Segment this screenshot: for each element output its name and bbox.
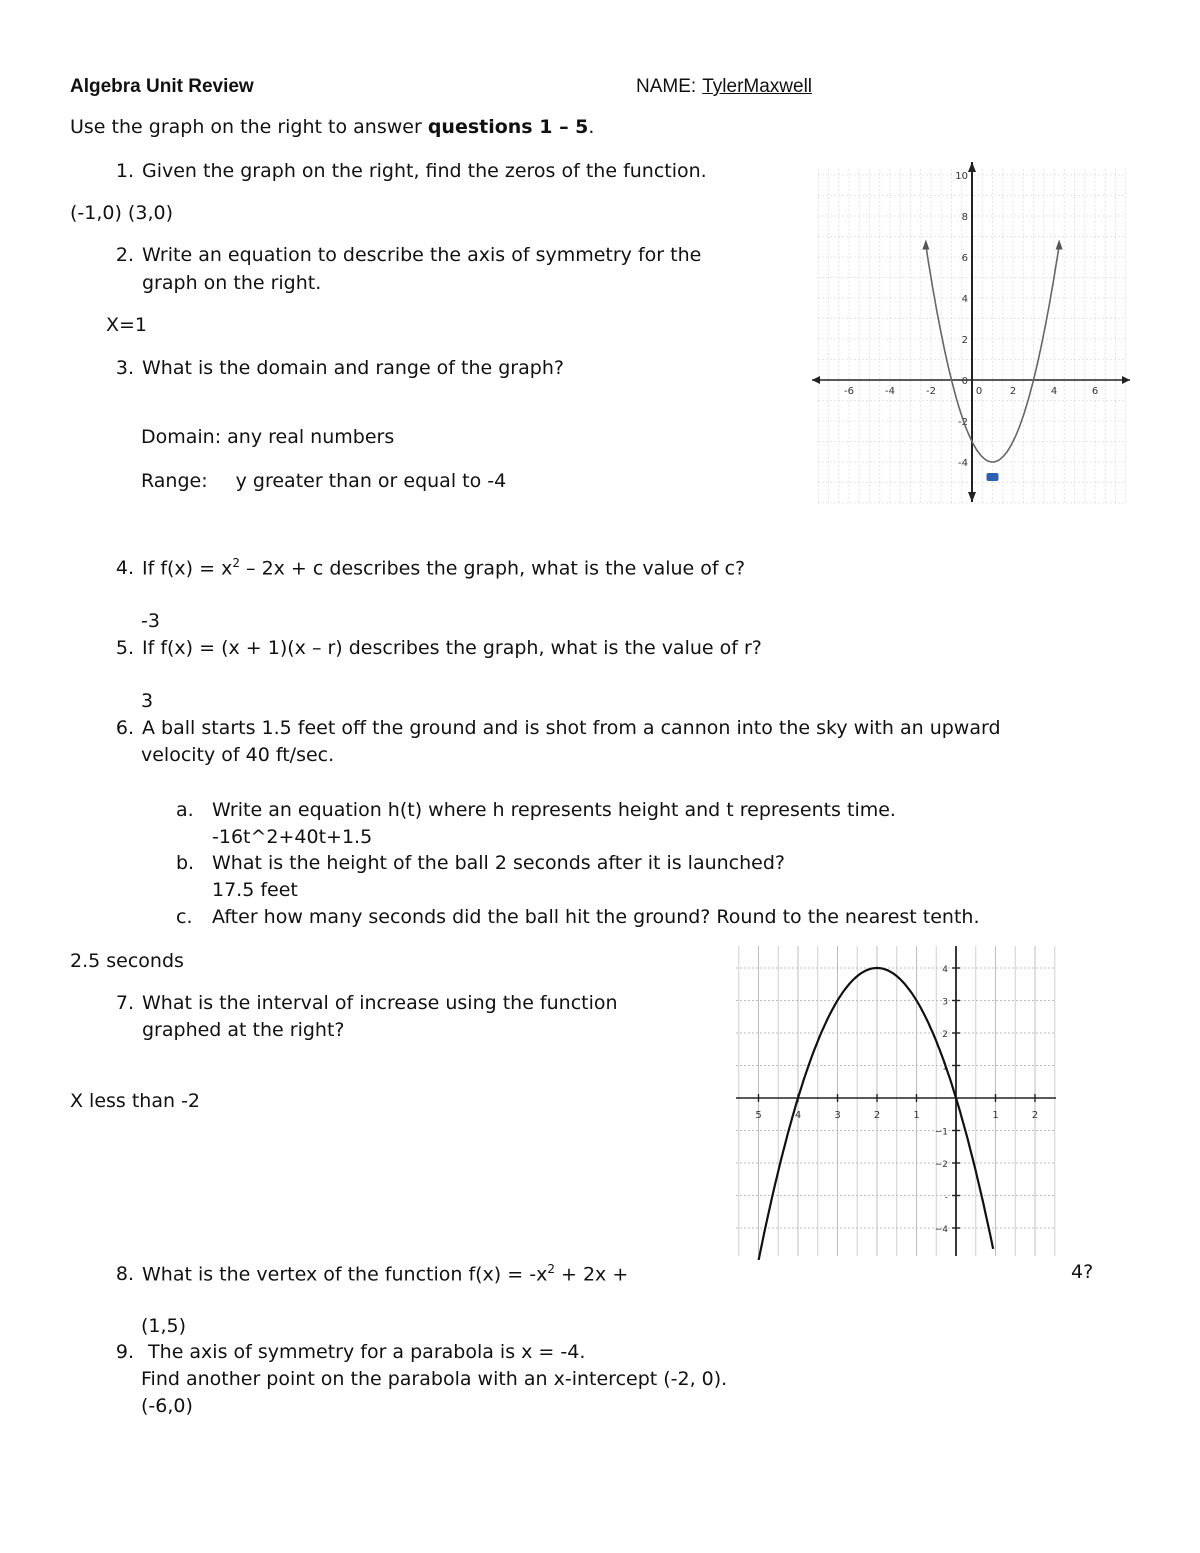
vertex-marker [987,473,999,481]
question-6b [176,854,785,873]
sub-question-label: c. [176,906,193,928]
question-number: 7. [115,992,134,1014]
x-tick-label: 1 [913,1110,920,1121]
sub-question-text: What is the height of the ball 2 seconds after it is launched? [212,852,786,874]
y-tick-label: 4 [942,965,948,975]
question-7 [98,994,618,1013]
answer-6c: 2.5 seconds [70,950,184,972]
question-8-tail: 4? [1071,1261,1094,1283]
question-number: 6. [115,717,134,739]
question-text: What is the vertex of the function f(x) = -x [142,1263,548,1286]
question-text: If f(x) = (x + 1)(x – r) describes the graph, what is the value of r? [142,637,762,659]
curve-arrow-right [1056,239,1063,249]
x-tick-label: 2 [1031,1110,1039,1121]
question-6c [176,908,979,927]
question-text: Given the graph on the right, find the zeros of the function. [142,160,707,182]
name-line [636,77,812,96]
question-6a [176,801,896,820]
x-axis-arrow-left [812,376,820,384]
quadratic-graph-1 [808,150,1140,510]
question-number: 5. [115,637,134,659]
y-tick-label: −1 [934,1127,948,1138]
answer-3-range [141,472,506,491]
y-tick-label: −4 [934,1225,948,1235]
answer-7: X less than -2 [70,1090,201,1112]
question-text: What is the interval of increase using the function [142,992,618,1014]
answer-5: 3 [141,690,154,712]
sub-question-text: After how many seconds did the ball hit the ground? Round to the nearest tenth. [212,906,980,928]
question-number: 4. [115,557,134,580]
sub-question-label: b. [176,852,195,874]
question-1 [98,162,707,181]
question-text-end: – 2x + c describes the graph, what is the value of c? [239,557,746,580]
intro-instructions [70,118,594,137]
answer-6b: 17.5 feet [212,879,298,901]
question-2 [98,246,701,265]
y-tick-label: −2 [934,1160,948,1170]
answer-8: (1,5) [141,1315,187,1337]
question-9-line-2: Find another point on the parabola with an x-intercept (-2, 0). [141,1368,728,1390]
y-tick-label: -2 [958,417,968,428]
question-3 [98,359,564,378]
question-text-mid: + 2x + [554,1263,629,1286]
question-text: What is the domain and range of the graph? [142,357,564,379]
question-6 [98,719,1001,738]
x-tick-label: 0 [975,386,983,397]
quadratic-graph-2 [732,942,1062,1260]
graph-2-axes [736,946,1056,1256]
exponent: 2 [232,556,240,570]
question-7-line-2: graphed at the right? [142,1019,345,1041]
intro-end: . [588,116,595,138]
y-tick-label: 2 [942,1030,948,1040]
x-tick-label: 3 [834,1110,841,1121]
y-tick-label: 3 [942,997,948,1008]
x-tick-label: 2 [873,1110,881,1121]
graph-2-grid [736,946,1056,1256]
answer-6a: -16t^2+40t+1.5 [212,826,373,848]
y-tick-label: 2 [961,335,968,346]
y-tick-label: 6 [961,253,968,264]
y-tick-label: 1 [942,1062,948,1073]
question-text: If f(x) = x [142,557,233,580]
y-axis-arrow-up [968,162,976,172]
x-tick-label: 1 [992,1110,999,1121]
y-tick-label: 10 [955,171,968,182]
y-tick-label: 0 [961,376,968,387]
curve-arrow-left [922,239,929,249]
question-number: 3. [115,357,134,379]
range-value: y greater than or equal to -4 [235,470,507,492]
question-4 [98,557,745,578]
answer-3-domain: Domain: any real numbers [141,426,395,448]
x-tick-label: -2 [926,386,936,397]
y-tick-label: - [944,1192,948,1203]
answer-9: (-6,0) [141,1395,193,1417]
x-tick-label: 6 [1091,386,1099,397]
sub-question-text: Write an equation h(t) where h represents height and t represents time. [212,799,896,821]
x-tick-label: 5 [755,1110,762,1121]
intro-text: Use the graph on the right to answer [70,116,428,138]
exponent: 2 [547,1262,555,1276]
question-text: A ball starts 1.5 feet off the ground and is shot from a cannon into the sky with an upward [142,717,1001,739]
question-number: 2. [115,244,134,266]
answer-4: -3 [141,610,160,632]
x-tick-label: -4 [885,386,895,397]
question-5 [98,639,762,658]
sub-question-label: a. [176,799,194,821]
question-number: 1. [115,160,134,182]
question-number: 8. [115,1263,134,1286]
question-9 [98,1343,585,1362]
question-8 [98,1263,628,1284]
question-number: 9. [115,1341,134,1363]
answer-2: X=1 [106,314,148,336]
graph-1-axes [812,162,1130,502]
answer-1: (-1,0) (3,0) [70,202,173,224]
intro-question-range: questions 1 – 5 [427,116,589,138]
x-tick-label: 4 [1050,386,1058,397]
x-tick-label: 2 [1009,386,1017,397]
y-axis-arrow-down [968,492,976,502]
x-tick-label: 4 [794,1110,802,1121]
question-6-line-2: velocity of 40 ft/sec. [141,744,335,766]
question-2-line-2: graph on the right. [142,272,322,294]
y-tick-label: 4 [961,294,968,305]
y-tick-label: 8 [961,212,968,223]
y-tick-label: -4 [958,458,968,469]
question-text: The axis of symmetry for a parabola is x = -4. [142,1341,586,1363]
student-name: TylerMaxwell [702,76,813,97]
range-label: Range: [141,470,208,492]
worksheet-title: Algebra Unit Review [70,76,254,97]
x-tick-label: -6 [844,386,854,397]
name-label: NAME: [636,76,697,97]
question-text: Write an equation to describe the axis of symmetry for the [142,244,702,266]
